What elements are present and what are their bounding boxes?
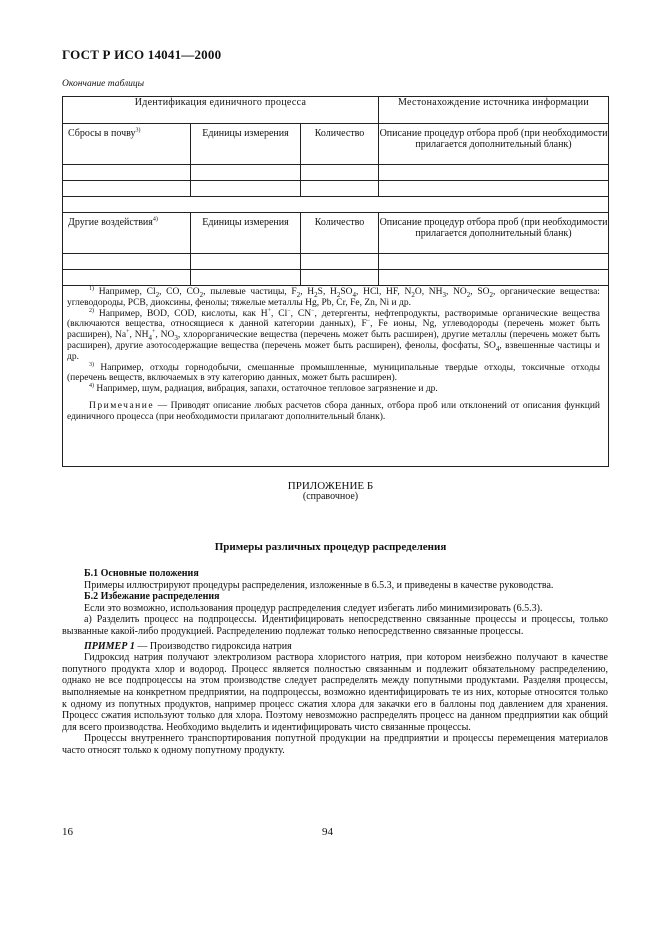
col-header-source: Местонахождение источника информации [379, 97, 609, 124]
example-heading: ПРИМЕР 1 — Производство гидроксида натрия [84, 640, 292, 652]
paragraph: Гидроксид натрия получают электролизом раствора хлористого натрия, при котором неизбежно получают в качестве попутного продукта хлор и водород. Процесс является полностью связанным и подлежит обязательному распределению, однако не все подпроцессы на этом производстве следует распределять между попутными продуктами. Разделяя процессы, выполняемые на конкретном предприятии, на подпроцессы, возможно идентифицировать те из них, которые относятся только к одному из попутных продуктов, например процесс сжатия хлора для закачки его в баллоны под давлением для хранения. Процесс сжатия используют только для хлора. Поэтому невозможно распределять процесс на данном предприятии как общий для всего производства. Необходимо выделить и идентифицировать чисто связанные процессы. [62, 652, 608, 733]
appendix-subtitle: (справочное) [302, 491, 359, 502]
table-footnotes [67, 287, 600, 423]
section-title: Примеры различных процедур распределения [214, 541, 447, 553]
paragraph: Процессы внутреннего транспортирования попутной продукции на предприятии и процессы перемещения материалов часто относят только к одному попутному продукту. [62, 733, 608, 756]
row-label-other: Другие воздействия$^{4)}$ [63, 213, 191, 254]
footnote-3: $^{3)}$ Например, отходы горнодобычи, смешанные промышленные, муниципальные твердые отходы, токсичные отходы (перечень веществ, включаемых в эту категорию данных, может быть расширен). [67, 361, 600, 384]
table-row [63, 165, 609, 181]
quantity-header: Количество [301, 213, 379, 254]
list-item: а) Разделить процесс на подпроцессы. Идентифицировать непосредственно связанные процессы и процессы, только вызванные какой-либо продукцией. Распределению подлежат только непосредственно связанные процессы. [62, 614, 608, 637]
table-row [63, 213, 609, 254]
col-header-process: Идентификация единичного процесса [63, 97, 379, 124]
table-row [63, 181, 609, 197]
units-header: Единицы измерения [191, 124, 301, 165]
table-row [63, 124, 609, 165]
table-row [63, 197, 609, 213]
footnote-1: $^{1)}$ Например, $Cl_2$, CO, $CO_2$, пылевые частицы, $F_2$, $H_2S$, $H_2SO_4$, HCl, HF, $N_2O$, $NH_3$, $NO_2$, $SO_2$, органические вещества: углеводороды, PCB, диоксины, фенолы; тяжелые металлы Hg, Pb, Cr, Fe, Zn, Ni и др. [67, 285, 600, 308]
row-label-soil: Сбросы в почву$^{3)}$ [63, 124, 191, 165]
page-number-center: 94 [322, 826, 333, 838]
sampling-description: Описание процедур отбора проб (при необходимости прилагается дополнительный бланк) [379, 124, 609, 165]
paragraph: Если это возможно, использования процедур распределения следует избегать либо минимизировать (6.5.3). [84, 602, 543, 614]
subsection-heading: Б.1 Основные положения [84, 568, 199, 579]
appendix-title: ПРИЛОЖЕНИЕ Б [287, 480, 374, 492]
paragraph: Примеры иллюстрируют процедуры распределения, изложенные в 6.5.3, и приведены в качестве руководства. [84, 579, 554, 591]
units-header: Единицы измерения [191, 213, 301, 254]
footnote-2: $^{2)}$ Например, BOD, COD, кислоты, как H+, Cl−, CN−, детергенты, нефтепродукты, растворимые органические вещества (включаются вещества, относящиеся к данной категории данных), F−, Fe ионы, Ng, углеводороды (перечень может быть расширен), Na+, $NH_4^+$, $NO_3$, хлорорганические вещества (перечень может быть расширен), другие металлы (перечень может быть расширен), другие азотосодержащие вещества (перечень может быть расширен), фенолы, фосфаты, $SO_4$, взвешенные частицы и др. [67, 307, 601, 362]
footnote-4: $^{4)}$ Например, шум, радиация, вибрация, запахи, остаточное тепловое загрязнение и др. [89, 383, 438, 395]
page-number-left: 16 [62, 826, 73, 838]
table-caption: Окончание таблицы [62, 79, 145, 89]
body-text [62, 568, 608, 757]
table-note: Примечание — Приводят описание любых расчетов сбора данных, отбора проб или отклонений от описания функций единичного процесса (при необходимости прилагают дополнительный бланк). [67, 400, 600, 422]
table-row [63, 270, 609, 286]
sampling-description: Описание процедур отбора проб (при необходимости прилагается дополнительный бланк) [379, 213, 609, 254]
quantity-header: Количество [301, 124, 379, 165]
document-header: ГОСТ Р ИСО 14041—2000 [62, 47, 222, 62]
subsection-heading: Б.2 Избежание распределения [84, 591, 220, 603]
table-row [63, 254, 609, 270]
